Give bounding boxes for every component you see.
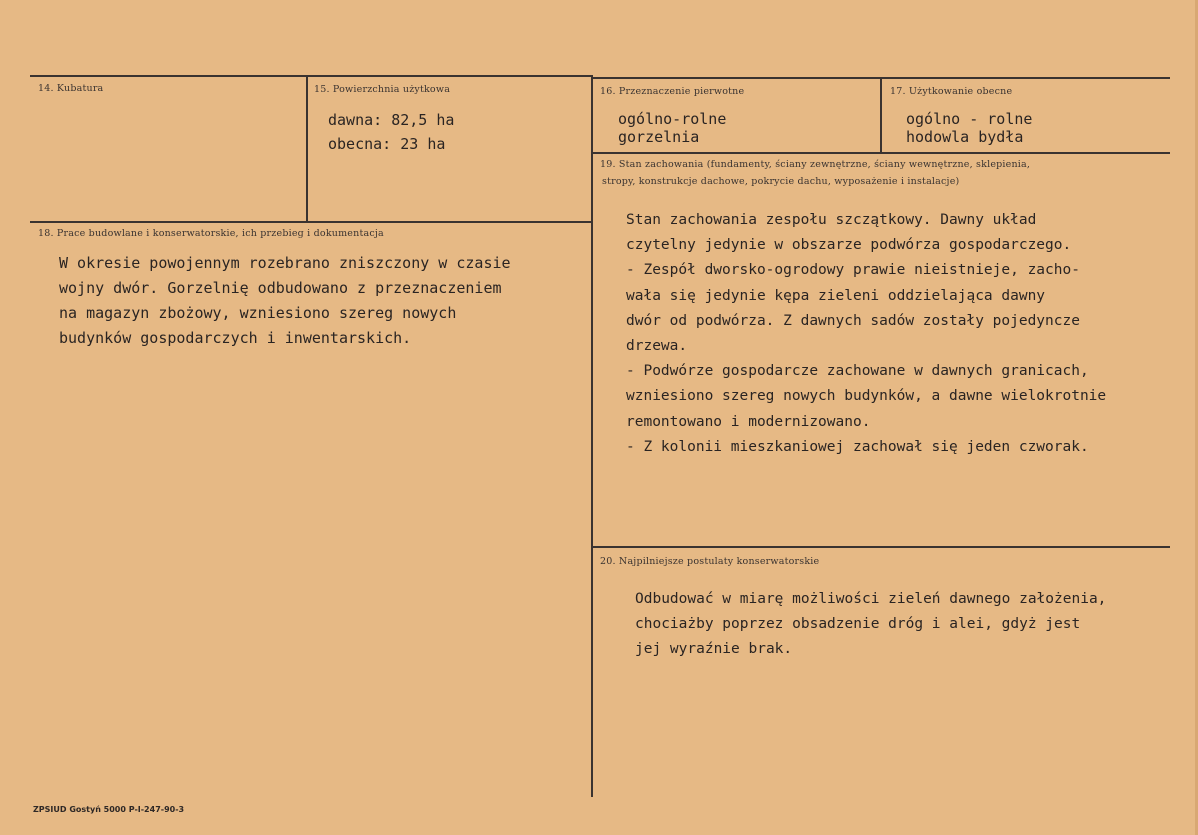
rule-above-20 [592, 546, 1170, 548]
field-15-label: 15. Powierzchnia użytkowa [314, 84, 451, 95]
field-18-label: 18. Prace budowlane i konserwatorskie, ich przebieg i dokumentacja [38, 228, 384, 239]
condition-line-9: remontowano i modernizowano. [626, 413, 871, 430]
postulates-line-3: jej wyraźnie brak. [635, 641, 793, 657]
postulates-line-1: Odbudować w miarę możliwości zieleń dawnego założenia, [635, 591, 1107, 607]
works-line-2: wojny dwór. Gorzelnię odbudowano z przeznaczeniem [59, 279, 502, 297]
condition-line-10: - Z kolonii mieszkaniowej zachował się jeden czworak. [626, 438, 1089, 455]
current-use-line-1: ogólno - rolne [906, 110, 1033, 128]
field-16-label: 16. Przeznaczenie pierwotne [600, 86, 745, 97]
field-17-label: 17. Użytkowanie obecne [890, 86, 1013, 97]
field-14-label: 14. Kubatura [38, 83, 104, 94]
divider-16-17 [880, 77, 882, 154]
current-use-line-2: hodowla bydła [906, 128, 1024, 146]
field-20-label: 20. Najpilniejsze postulaty konserwatorskie [600, 556, 820, 567]
works-line-3: na magazyn zbożowy, wzniesiono szereg nowych [59, 304, 457, 322]
field-20-content [635, 587, 1106, 662]
field-19-content [626, 208, 1106, 460]
area-former: dawna: 82,5 ha [328, 111, 455, 129]
rule-above-18 [30, 221, 592, 223]
condition-line-8: wzniesiono szereg nowych budynków, a dawne wielokrotnie [626, 388, 1107, 405]
field-19-label [600, 156, 1030, 190]
condition-line-3: - Zespół dworsko-ogrodowy prawie nieistnieje, zacho- [626, 262, 1080, 279]
condition-line-5: dwór od podwórza. Z dawnych sadów zostały pojedyncze [626, 312, 1080, 329]
divider-14-15 [306, 75, 308, 222]
original-use-line-1: ogólno-rolne [618, 110, 727, 128]
area-current: obecna: 23 ha [328, 135, 446, 153]
condition-line-7: - Podwórze gospodarcze zachowane w dawnych granicach, [626, 363, 1089, 380]
condition-line-2: czytelny jedynie w obszarze podwórza gospodarczego. [626, 237, 1072, 254]
field-17-content [906, 110, 1032, 146]
top-rule-left [30, 75, 592, 77]
condition-line-6: drzewa. [626, 338, 688, 355]
condition-line-1: Stan zachowania zespołu szczątkowy. Dawny układ [626, 212, 1037, 228]
field-19-label-line-1: 19. Stan zachowania (fundamenty, ściany zewnętrzne, ściany wewnętrzne, sklepienia, [600, 159, 1031, 170]
field-18-content [59, 251, 511, 351]
field-15-content [328, 108, 454, 156]
original-use-line-2: gorzelnia [618, 128, 700, 146]
condition-line-4: wała się jedynie kępa zieleni oddzielająca dawny [626, 287, 1046, 304]
printer-imprint: ZPSIUD Gostyń 5000 P-I-247-90-3 [33, 805, 185, 814]
works-line-1: W okresie powojennym rozebrano zniszczony w czasie [59, 254, 511, 272]
field-16-content [618, 110, 726, 146]
rule-above-19 [592, 152, 1170, 154]
works-line-4: budynków gospodarczych i inwentarskich. [59, 329, 412, 347]
field-19-label-line-2: stropy, konstrukcje dachowe, pokrycie dachu, wyposażenie i instalacje) [602, 176, 960, 187]
center-divider [591, 75, 593, 797]
postulates-line-2: chociażby poprzez obsadzenie dróg i alei, gdyż jest [635, 616, 1081, 632]
